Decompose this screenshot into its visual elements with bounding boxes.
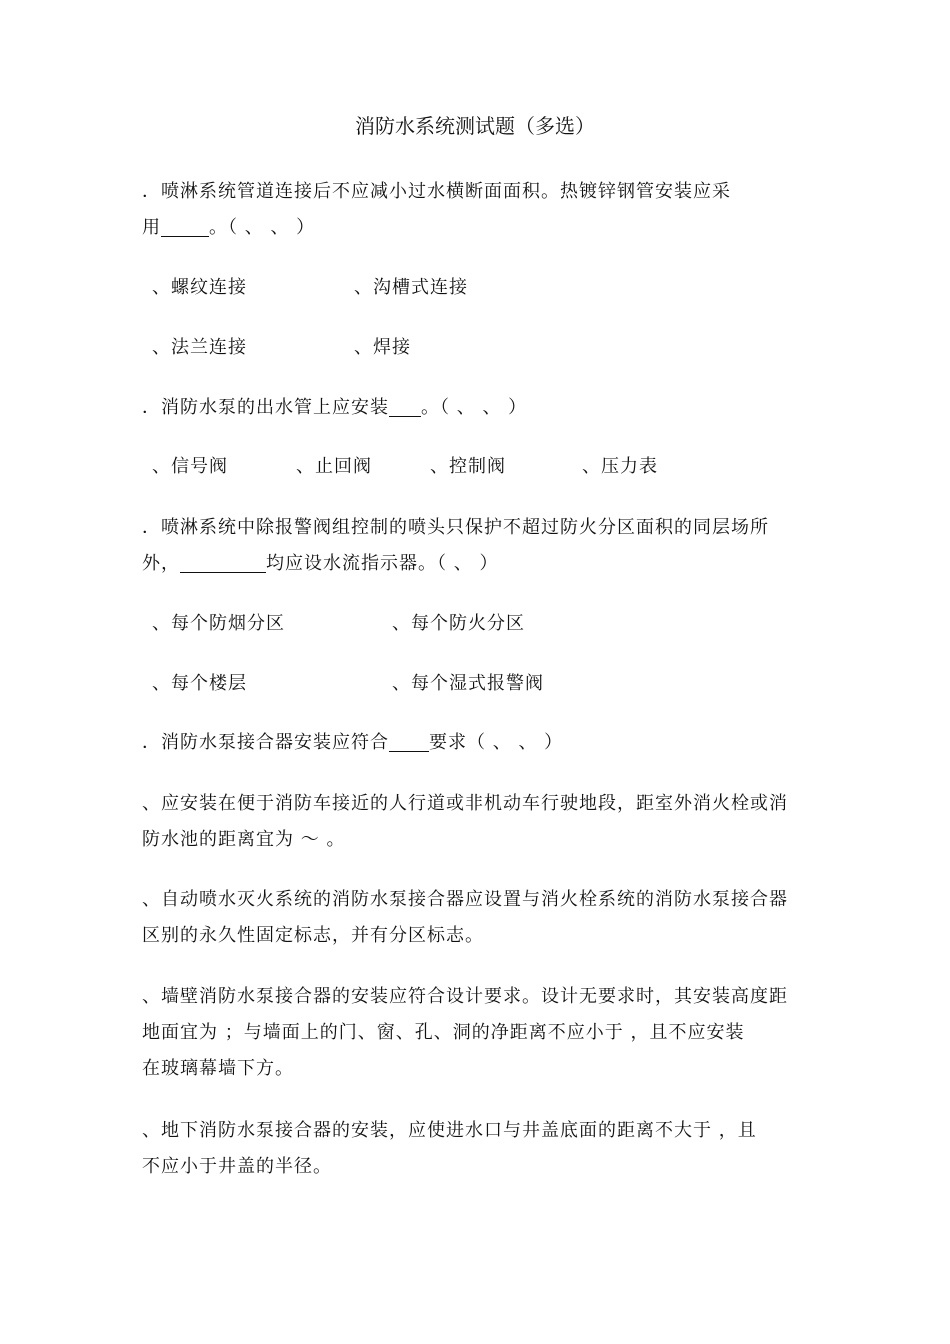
q4-stem-pre: ．消防水泵接合器安装应符合 — [142, 732, 389, 753]
q1-stem-pre: 用 — [142, 217, 161, 238]
q3-option-a: 、每个防烟分区 — [152, 613, 285, 634]
q4-option-d-line1: 、地下消防水泵接合器的安装，应使进水口与井盖底面的距离不大于 ，且 — [142, 1120, 757, 1141]
q2-stem — [142, 390, 810, 426]
q1-option-c: 、法兰连接 — [152, 337, 247, 358]
q2-stem-post: 。（ 、 、 ） — [421, 397, 528, 418]
q1-stem-line2 — [142, 210, 810, 246]
q4-option-d-line2: 不应小于井盖的半径。 — [142, 1156, 332, 1177]
q3-option-d: 、每个湿式报警阀 — [392, 673, 544, 694]
q4-option-b-line2: 区别的永久性固定标志，并有分区标志。 — [142, 925, 484, 946]
q4-option-c-line1: 、墙壁消防水泵接合器的安装应符合设计要求。设计无要求时，其安装高度距 — [142, 986, 788, 1007]
q2-option-d: 、压力表 — [582, 456, 658, 477]
q1-answer-blank — [161, 214, 209, 237]
document-title: 消防水系统测试题（多选） — [355, 114, 595, 138]
q3-stem-pre: 外， — [142, 553, 180, 574]
q2-stem-pre: ．消防水泵的出水管上应安装 — [142, 397, 389, 418]
q1-option-b: 、沟槽式连接 — [354, 277, 468, 298]
q4-stem — [142, 725, 810, 761]
q2-option-b: 、止回阀 — [296, 456, 372, 477]
q3-stem-post: 均应设水流指示器。（ 、 ） — [266, 553, 499, 574]
q1-option-d: 、焊接 — [354, 337, 411, 358]
q4-option-a-line1: 、应安装在便于消防车接近的人行道或非机动车行驶地段，距室外消火栓或消 — [142, 793, 788, 814]
q2-option-a: 、信号阀 — [152, 456, 228, 477]
q3-stem-line1: ．喷淋系统中除报警阀组控制的喷头只保护不超过防火分区面积的同层场所 — [142, 517, 769, 538]
q1-option-a: 、螺纹连接 — [152, 277, 247, 298]
q4-stem-post: 要求（ 、 、 ） — [429, 732, 564, 753]
q3-stem-line2 — [142, 546, 810, 582]
q3-option-c: 、每个楼层 — [152, 673, 247, 694]
q4-option-c-line2: 地面宜为 ；与墙面上的门、窗、孔、洞的净距离不应小于 ，且不应安装 — [142, 1022, 745, 1043]
q4-answer-blank — [389, 729, 429, 752]
q1-stem-post: 。（ 、 、 ） — [209, 217, 316, 238]
q3-option-b: 、每个防火分区 — [392, 613, 525, 634]
q4-option-b-line1: 、自动喷水灭火系统的消防水泵接合器应设置与消火栓系统的消防水泵接合器 — [142, 889, 788, 910]
q1-stem-line1: ．喷淋系统管道连接后不应减小过水横断面面积。热镀锌钢管安装应采 — [142, 181, 731, 202]
q2-answer-blank — [389, 394, 421, 417]
q4-option-a-line2: 防水池的距离宜为 ～ 。 — [142, 829, 346, 850]
q4-option-c-line3: 在玻璃幕墙下方。 — [142, 1058, 294, 1079]
q3-answer-blank — [180, 550, 266, 573]
q2-option-c: 、控制阀 — [430, 456, 506, 477]
